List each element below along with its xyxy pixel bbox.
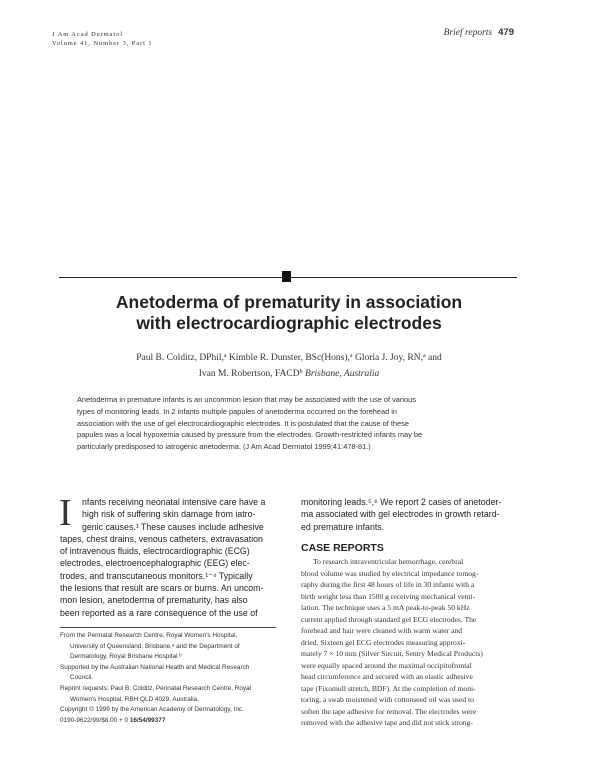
title-line-2: with electrocardiographic electrodes (136, 313, 442, 333)
case-line: removed with the adhesive tape and did not stick strong- (301, 718, 473, 727)
abstract-line: papules was a local hypoxemia caused by pressure from the electrodes. Growth-restricted infants may be (77, 430, 423, 440)
case-line: birth weight less than 1500 g receiving mechanical venti- (301, 591, 476, 601)
intro-continuation (301, 496, 519, 533)
drop-cap: I (59, 492, 72, 534)
author-conjunction: and (425, 353, 442, 363)
abstract-line: types of monitoring leads. In 2 infants multiple papules of anetoderma occurred on the forehead in (77, 406, 398, 416)
case-line: mately 7 × 10 mm (Silver Sircuit, Sentry Medical Products) (301, 649, 483, 658)
journal-running-header (52, 30, 153, 48)
journal-volume: Volume 41, Number 3, Part 1 (52, 40, 153, 47)
footnote-line: Supported by the Australian National Health and Medical Research (60, 663, 250, 671)
case-line: current applied through standard gel ECG electrodes. The (301, 614, 477, 624)
footnote-line: Reprint requests: Paul B. Colditz, Perinatal Research Centre, Royal (60, 684, 252, 692)
case-reports-text (301, 556, 519, 729)
abstract-line: particularly predisposed to iatrogenic anetoderma. (J Am Acad Dermatol 1999;41:478-81.) (77, 442, 371, 452)
journal-name: J Am Acad Dermatol (52, 31, 123, 38)
body-line: the lesions that result are scars or burns. An uncom- (60, 583, 264, 594)
abstract-line: association with the use of gel electrocardiographic electrodes. It is postulated that the cause of these (77, 418, 409, 428)
section-name: Brief reports (443, 28, 493, 38)
author-joy: Gloria J. Joy, RN, (352, 353, 423, 363)
title-rule-square (282, 271, 291, 282)
authors-line-2 (60, 366, 518, 382)
footnotes (60, 631, 276, 726)
body-line: ma associated with gel electrodes in growth retard- (301, 509, 500, 520)
footnote-line: Council. (70, 674, 94, 682)
section-header (444, 27, 514, 38)
article-code: 16/54/99377 (129, 716, 166, 724)
footnote-rule (60, 627, 276, 628)
footnote-line: Dermatology, Royal Brisbane Hospital.ᵇ (70, 653, 182, 661)
case-line: dried. Sixteen gel ECG electrodes measuring approxi- (301, 637, 466, 647)
body-line: mon lesion, anetoderma of prematurity, has also (60, 595, 248, 606)
body-line: genic causes.¹ These causes include adhesive (82, 521, 264, 532)
body-line: of intravenous fluids, electrocardiographic (ECG) (60, 546, 250, 557)
affiliation-mark: a (422, 353, 426, 359)
footnote-line: From the Perinatal Research Centre, Royal Women's Hospital, (60, 632, 238, 639)
case-line: raphy during the first 48 hours of life in 30 infants with a (301, 580, 475, 589)
author-robertson: Ivan M. Robertson, FACD (198, 369, 300, 379)
footnote-line: University of Queensland, Brisbane,ᵃ and the Department of (70, 642, 240, 650)
issn-code: 0190-9622/99/$8.00 + 0 (60, 716, 130, 724)
intro-paragraph (59, 492, 276, 619)
affiliation-mark: a (223, 353, 227, 359)
footnote-identifier (60, 716, 276, 727)
body-line: monitoring leads.⁵,⁶ We report 2 cases of anetoder- (301, 497, 502, 507)
case-line: forehead and hair were cleaned with warm water and (301, 626, 463, 635)
page-number: 479 (498, 27, 514, 38)
abstract-line: Anetoderma in premature infants is an uncommon lesion that may be associated with the use of various (77, 395, 416, 404)
footnote-line: Women's Hospital, RBH QLD 4029, Australia. (70, 695, 199, 703)
footnote-line: Copyright © 1999 by the American Academy of Dermatology, Inc. (60, 706, 244, 714)
body-line: been reported as a rare consequence of the use of (60, 607, 258, 618)
authors-line-1 (60, 350, 518, 366)
article-title (60, 292, 518, 334)
body-line: nfants receiving neonatal intensive care have a (82, 497, 266, 507)
case-line: lation. The technique uses a 5 mA peak-to-peak 50 kHz (301, 603, 470, 612)
body-line: ed premature infants. (301, 521, 385, 532)
case-line: To research intraventricular hemorrhage, cerebral (313, 557, 464, 566)
case-line: head circumference and secured with an elastic adhesive (301, 672, 473, 681)
case-line: were equally spaced around the maximal occipitofrontal (301, 660, 472, 670)
abstract (77, 394, 517, 453)
affiliation-mark: b (299, 369, 303, 375)
case-line: toring, a swab moistened with cottonseed oil was used to (301, 695, 474, 704)
body-line: tapes, chest drains, venous catheters, extravasation (60, 533, 263, 544)
body-line: high risk of suffering skin damage from iatro- (82, 509, 256, 520)
affiliation-mark: a (349, 353, 353, 359)
author-dunster: Kimble R. Dunster, BSc(Hons), (226, 353, 350, 363)
body-line: trodes, and transcutaneous monitors.¹⁻⁴ Typically (60, 570, 253, 581)
case-line: soften the tape adhesive for removal. The electrodes were (301, 706, 477, 716)
body-line: electrodes, electroencephalographic (EEG) elec- (60, 558, 250, 569)
case-line: blood volume was studied by electrical impedance tomog- (301, 568, 479, 578)
case-reports-heading: CASE REPORTS (301, 542, 384, 554)
title-line-1: Anetoderma of prematurity in association (115, 292, 463, 312)
author-colditz: Paul B. Colditz, DPhil, (136, 353, 224, 363)
author-list (60, 350, 518, 382)
case-line: tape (Fixomull stretch, BDF). At the completion of moni- (301, 683, 476, 693)
author-location: Brisbane, Australia (302, 369, 380, 379)
